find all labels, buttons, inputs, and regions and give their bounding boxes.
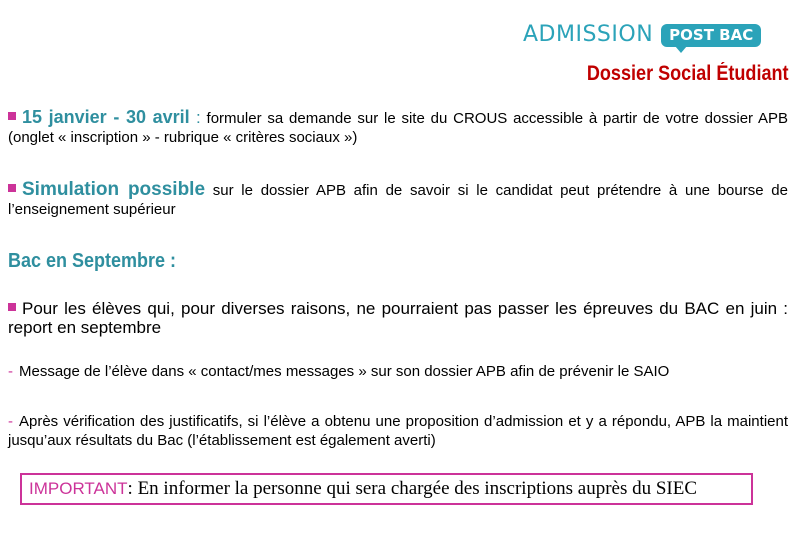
item-simulation-text: sur le dossier APB afin de savoir si le candidat peut prétendre à une bourse de l’enseignement supérieur bbox=[8, 182, 788, 218]
square-bullet-icon bbox=[8, 303, 16, 311]
dash-item-verification bbox=[8, 412, 788, 450]
important-notice bbox=[20, 473, 753, 505]
dash-bullet-icon: - bbox=[8, 363, 13, 380]
square-bullet-icon bbox=[8, 184, 16, 192]
item-dates-text: formuler sa demande sur le site du CROUS accessible à partir de votre dossier APB (onglet « inscription » - rubrique « critères sociaux ») bbox=[8, 110, 789, 146]
square-bullet-icon bbox=[8, 112, 16, 120]
item-report-text: Pour les élèves qui, pour diverses raisons, ne pourraient pas passer les épreuves du BAC en juin : report en septembre bbox=[8, 299, 788, 337]
dash-bullet-icon: - bbox=[8, 413, 13, 430]
dash-item-verification-text: Après vérification des justificatifs, si l’élève a obtenu une proposition d’admission et y a répondu, APB la maintient jusqu’aux résultats du Bac (l’établissement est également averti) bbox=[8, 413, 788, 449]
dash-item-message-text: Message de l’élève dans « contact/mes messages » sur son dossier APB afin de prévenir le SAIO bbox=[19, 363, 670, 380]
section-heading: Bac en Septembre : bbox=[8, 250, 177, 272]
item-report bbox=[8, 299, 788, 337]
item-simulation bbox=[8, 180, 788, 219]
dash-item-message bbox=[8, 362, 788, 381]
item-dates-highlight: 15 janvier - 30 avril bbox=[22, 107, 190, 127]
logo-badge: POST BAC bbox=[661, 24, 761, 47]
item-dates bbox=[8, 108, 788, 147]
item-simulation-highlight: Simulation possible bbox=[22, 179, 206, 200]
important-text: : En informer la personne qui sera chargée des inscriptions auprès du SIEC bbox=[127, 478, 698, 499]
slide-title: Dossier Social Étudiant bbox=[587, 62, 789, 85]
logo-word: ADMISSION bbox=[523, 22, 654, 47]
admission-post-bac-logo bbox=[523, 20, 761, 50]
item-dates-colon: : bbox=[189, 108, 201, 127]
important-label: IMPORTANT bbox=[29, 479, 128, 498]
